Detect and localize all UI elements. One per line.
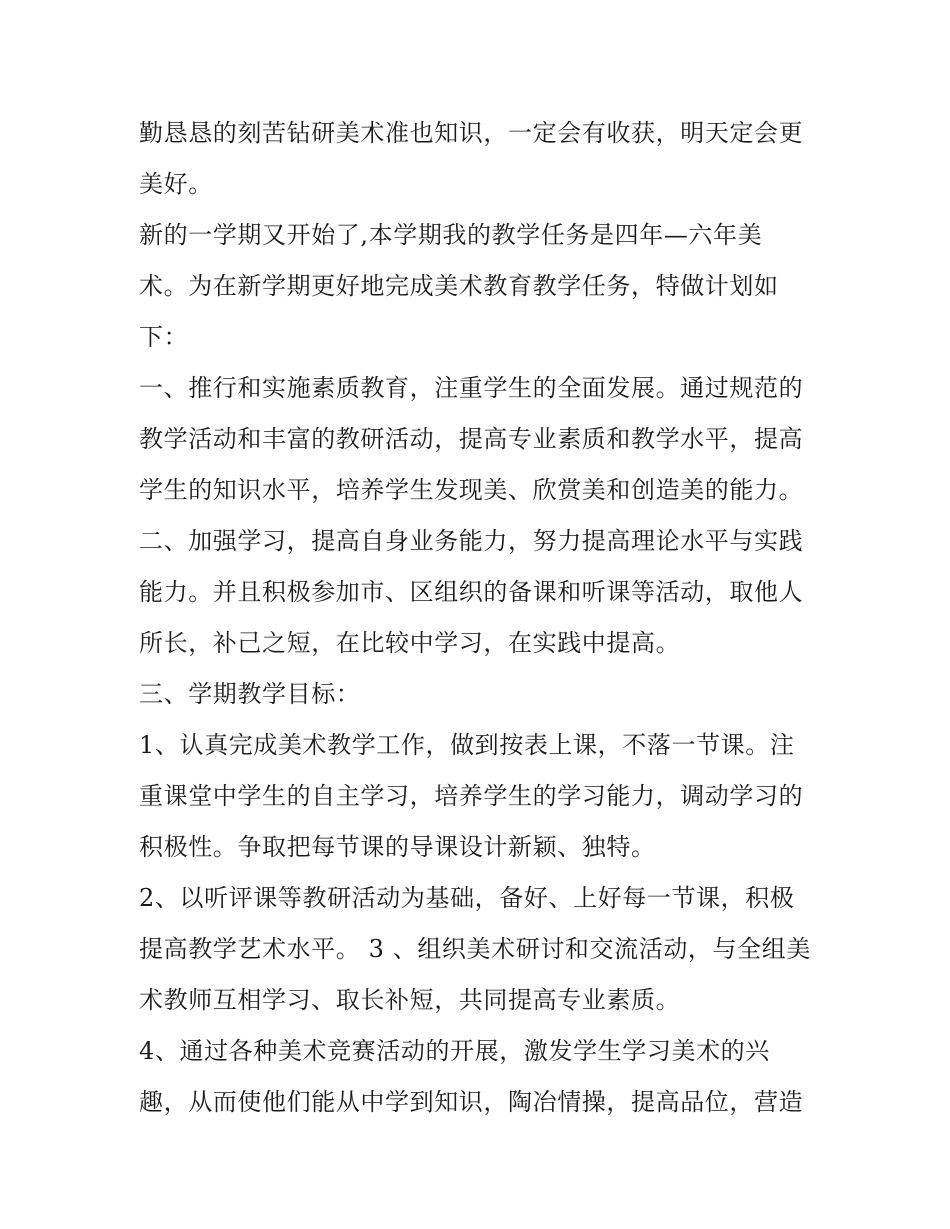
text-line: 术。为在新学期更好地完成美术教育教学任务，特做计划如	[139, 272, 779, 300]
text-line: 教学活动和丰富的教研活动，提高专业素质和教学水平，提高	[139, 425, 804, 453]
text-line: 一、推行和实施素质教育，注重学生的全面发展。通过规范的	[139, 374, 804, 402]
text-line: 2、以听评课等教研活动为基础，备好、上好每一节课，积极	[139, 884, 795, 912]
text-line: 学生的知识水平，培养学生发现美、欣赏美和创造美的能力。	[139, 476, 804, 504]
text-line: 新的一学期又开始了,本学期我的教学任务是四年—六年美	[139, 221, 763, 249]
text-line: 提高教学艺术水平。 3 、组织美术研讨和交流活动，与全组美	[139, 935, 811, 963]
text-line: 术教师互相学习、取长补短，共同提高专业素质。	[139, 986, 681, 1014]
text-line: 所长，补己之短，在比较中学习，在实践中提高。	[139, 629, 681, 657]
text-line: 4、通过各种美术竞赛活动的开展，激发学生学习美术的兴	[139, 1037, 770, 1065]
text-line: 重课堂中学生的自主学习，培养学生的学习能力，调动学习的	[139, 782, 804, 810]
text-line: 能力。并且积极参加市、区组织的备课和听课等活动，取他人	[139, 578, 804, 606]
text-line: 二、加强学习，提高自身业务能力，努力提高理论水平与实践	[139, 527, 804, 555]
text-line: 美好。	[139, 170, 213, 198]
section-heading: 三、学期教学目标：	[139, 680, 361, 708]
document-body	[139, 108, 819, 1128]
text-line: 勤恳恳的刻苦钻研美术准也知识，一定会有收获，明天定会更	[139, 119, 804, 147]
text-line: 下：	[139, 323, 189, 351]
text-line: 趣，从而使他们能从中学到知识，陶冶情操，提高品位，营造	[139, 1088, 804, 1116]
text-line: 1、认真完成美术教学工作，做到按表上课，不落一节课。注	[139, 731, 795, 759]
text-line: 积极性。争取把每节课的导课设计新颖、独特。	[139, 833, 656, 861]
